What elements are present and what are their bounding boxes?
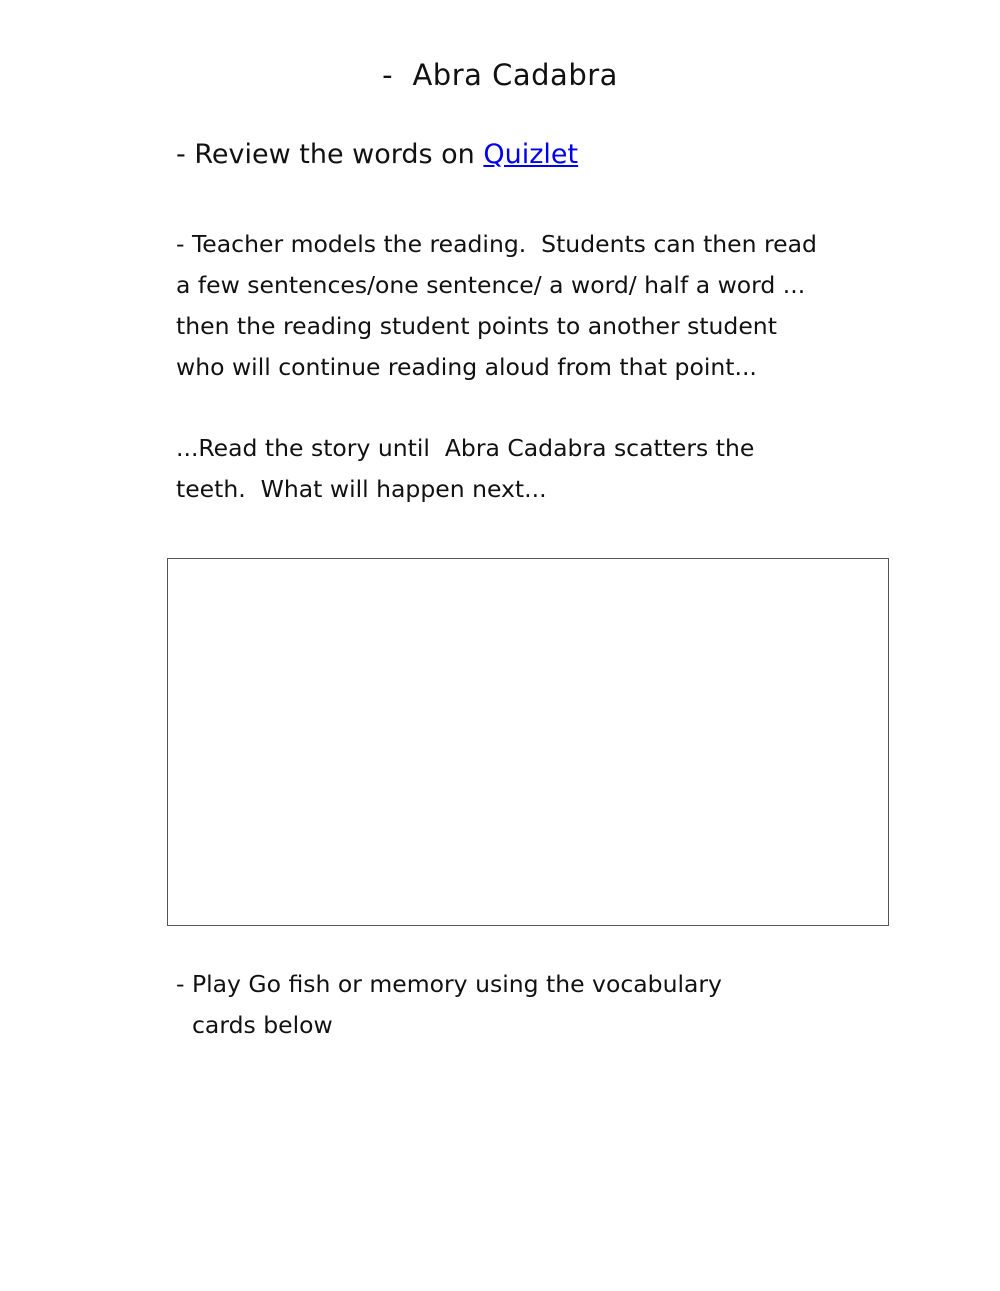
instruction-line: - Teacher models the reading. Students can then read <box>176 230 817 258</box>
activity-line: cards below <box>192 1011 333 1039</box>
activity-instruction <box>176 964 896 1046</box>
instruction-line: then the reading student points to another student <box>176 312 777 340</box>
review-instruction <box>176 134 578 175</box>
prediction-prompt <box>176 428 896 510</box>
prediction-line: teeth. What will happen next... <box>176 475 547 503</box>
instruction-line: a few sentences/one sentence/ a word/ half a word ... <box>176 271 806 299</box>
reading-instructions <box>176 224 896 388</box>
answer-box[interactable] <box>167 558 889 926</box>
prediction-line: ...Read the story until Abra Cadabra scatters the <box>176 434 755 462</box>
activity-line: - Play Go fish or memory using the vocabulary <box>176 970 722 998</box>
instruction-line: who will continue reading aloud from that point... <box>176 353 757 381</box>
page-title: - Abra Cadabra <box>382 58 618 92</box>
review-text: - Review the words on <box>176 139 484 170</box>
quizlet-link[interactable]: Quizlet <box>483 139 579 170</box>
